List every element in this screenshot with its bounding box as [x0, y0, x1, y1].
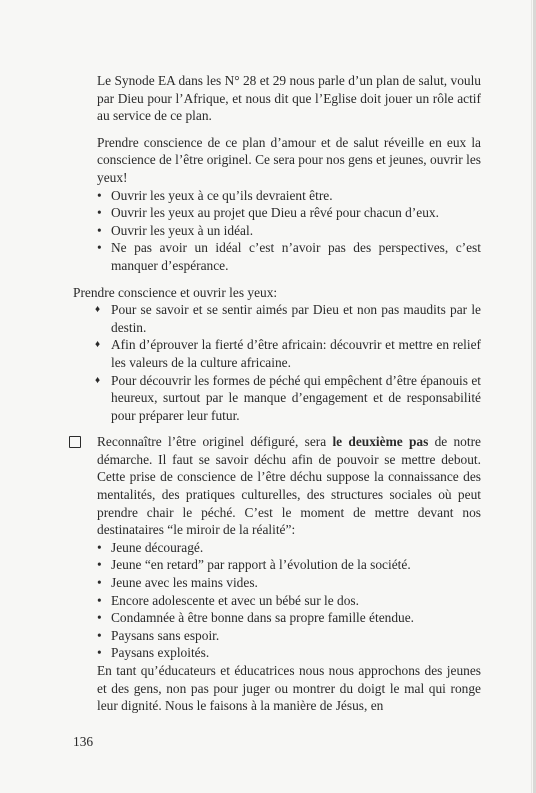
list-item: • Jeune avec les mains vides.: [97, 575, 258, 591]
list-item: • Ouvrir les yeux à ce qu’ils devraient être.: [97, 187, 333, 203]
list-item: • Ouvrir les yeux à un idéal.: [97, 222, 254, 238]
list-item: • Condamnée à être bonne dans sa propre famille étendue.: [97, 610, 415, 626]
diamond-icon: ♦: [95, 304, 101, 316]
paragraph-synode: Le Synode EA dans les N° 28 et 29 nous parle d’un plan de salut, voulu par Dieu pour l’Afrique, et nous dit que l’Eglise doit jouer un rôle actif au service de ce plan.: [97, 73, 481, 124]
bold-phrase: le deuxième pas: [332, 434, 429, 450]
body-text: [73, 72, 481, 715]
checkbox-icon: [69, 436, 81, 448]
section-deuxieme-pas: [73, 433, 481, 539]
list-item: • Ne pas avoir un idéal c’est n’avoir pas des perspectives, c’est manquer d’espérance.: [97, 240, 481, 273]
diamond-icon: ♦: [95, 339, 101, 351]
bullet-icon: •: [97, 627, 102, 643]
bullet-icon: •: [97, 240, 102, 256]
page-number: 136: [73, 734, 94, 749]
page-edge-line: [531, 0, 532, 793]
bullet-icon: •: [97, 645, 102, 661]
list-item: • Ouvrir les yeux au projet que Dieu a rêvé pour chacun d’eux.: [97, 205, 439, 221]
paragraph-prendre-conscience: Prendre conscience de ce plan d’amour et de salut réveille en eux la conscience de l’être originel. Ce sera pour nos gens et jeunes, ouvrir les yeux!: [97, 134, 481, 185]
bullet-icon: •: [97, 575, 102, 591]
list-item: • Encore adolescente et avec un bébé sur le dos.: [97, 592, 359, 608]
list-item: ♦ Pour découvrir les formes de péché qui empêchent d’être épanouis et heureux, surtout par le manque d’engagement et de responsabilité pour préparer leur futur.: [95, 372, 481, 423]
paragraph-ouvrir: Prendre conscience et ouvrir les yeux:: [73, 284, 278, 300]
bullet-icon: •: [97, 187, 102, 203]
bullet-icon: •: [97, 222, 102, 238]
list-item: • Jeune découragé.: [97, 539, 204, 555]
paragraph-reconnaitre: Reconnaître l’être originel défiguré, sera le deuxième pas de notre démarche. Il faut se savoir déchu afin de pouvoir se mettre debout. Cette prise de conscience de l’être déchu suppose la connaissance des mentalités, des pratiques culturelles, des structures sociales où peut prendre chair le péché. C’est le moment de mettre devant nos destinataires “le miroir de la réalité”:: [97, 434, 482, 538]
list-diamond: [73, 301, 481, 424]
paragraph-educateurs: En tant qu’éducateurs et éducatrices nous nous approchons des jeunes et des gens, non pas pour juger ou montrer du doigt le mal qui ronge leur dignité. Nous le faisons à la manière de Jésus, en: [97, 663, 481, 714]
bullet-icon: •: [97, 592, 102, 608]
list-item: • Jeune “en retard” par rapport à l’évolution de la société.: [97, 557, 411, 573]
list-item: ♦ Pour se savoir et se sentir aimés par Dieu et non pas maudits par le destin.: [95, 302, 481, 335]
list-item: ♦ Afin d’éprouver la fierté d’être africain: découvrir et mettre en relief les valeurs de la culture africaine.: [95, 337, 481, 370]
list-item: • Paysans sans espoir.: [97, 627, 220, 643]
bullet-icon: •: [97, 205, 102, 221]
bullet-icon: •: [97, 557, 102, 573]
list-ouvrir-les-yeux: [73, 187, 481, 275]
bullet-icon: •: [97, 539, 102, 555]
list-item: • Paysans exploités.: [97, 645, 210, 661]
bullet-icon: •: [97, 610, 102, 626]
list-miroir: [73, 539, 481, 662]
diamond-icon: ♦: [95, 374, 101, 386]
